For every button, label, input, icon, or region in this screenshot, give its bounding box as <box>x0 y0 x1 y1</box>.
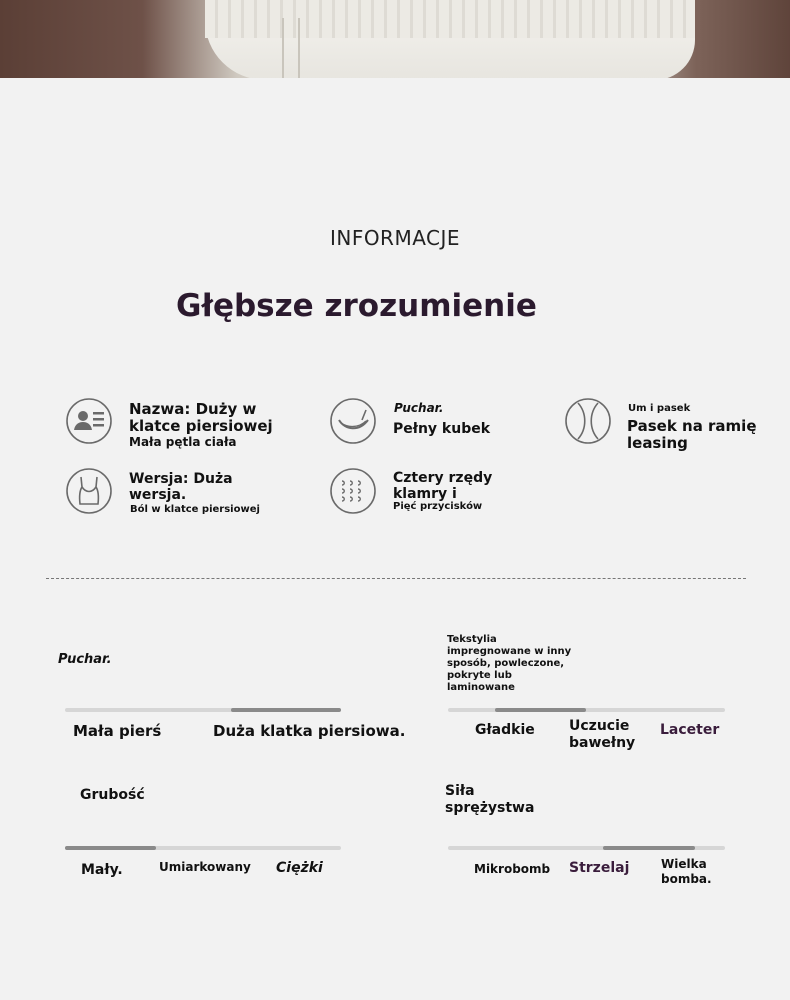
info-strap-tag: Um i pasek <box>628 403 691 414</box>
scale-fabric-option-line: Uczucie <box>569 718 630 734</box>
scale-elasticity-option: Strzelaj <box>569 860 630 876</box>
scale-elasticity-track <box>448 846 725 850</box>
scale-fabric-option: Gładkie <box>475 722 535 738</box>
info-cup-tag: Puchar. <box>394 401 444 415</box>
scale-elasticity-option-line: bomba. <box>661 872 712 886</box>
scale-fabric-title-line: sposób, powleczone, <box>447 658 565 669</box>
scale-fabric-fill <box>495 708 586 712</box>
hooks-icon <box>330 468 376 514</box>
info-name-line1: Nazwa: Duży w <box>129 400 257 418</box>
scale-fabric-title-line: pokryte lub <box>447 670 512 681</box>
info-cup-title: Pełny kubek <box>393 421 491 437</box>
page-title: Głębsze zrozumienie <box>176 288 537 324</box>
scale-elasticity-option: Mikrobomb <box>474 862 551 876</box>
info-version-line2: wersja. <box>129 487 187 503</box>
scale-cup-option: Duża klatka piersiowa. <box>213 722 406 740</box>
scale-fabric-option-line: bawełny <box>569 735 636 751</box>
scale-cup-option: Mała pierś <box>73 722 162 740</box>
scale-fabric-title-line: laminowane <box>447 682 515 693</box>
scale-thickness-fill <box>65 846 156 850</box>
info-strap-line1: Pasek na ramię <box>627 417 757 435</box>
info-version-line1: Wersja: Duża <box>129 471 233 487</box>
scale-fabric-title-line: impregnowane w inny <box>447 646 572 657</box>
scale-elasticity-option-line: Wielka <box>661 857 707 871</box>
info-strap-line2: leasing <box>627 434 688 452</box>
user-card-icon <box>66 398 112 444</box>
scale-fabric-option: Laceter <box>660 722 720 738</box>
info-hooks-line1: Cztery rzędy <box>393 470 493 486</box>
scale-fabric-track <box>448 708 725 712</box>
info-hooks-sub: Pięć przycisków <box>393 501 483 512</box>
info-version-sub: Ból w klatce piersiowej <box>130 504 260 515</box>
scale-thickness-track <box>65 846 341 850</box>
info-name-line2: klatce piersiowej <box>129 417 273 435</box>
scale-thickness-option: Ciężki <box>276 860 323 876</box>
section-label: INFORMACJE <box>329 226 461 250</box>
scale-elasticity-title-line: sprężystwa <box>445 800 535 816</box>
section-divider <box>46 578 746 579</box>
garment-clasp <box>282 18 300 78</box>
scale-thickness-option: Mały. <box>81 862 123 878</box>
scale-cup-track <box>65 708 341 712</box>
scale-cup-title: Puchar. <box>58 652 112 667</box>
scale-cup-fill <box>231 708 341 712</box>
scale-elasticity-fill <box>603 846 694 850</box>
garment-waistband <box>205 0 695 38</box>
info-hooks-line2: klamry i <box>393 486 457 502</box>
cup-icon <box>330 398 376 444</box>
tank-top-icon <box>66 468 112 514</box>
hero-photo <box>0 0 790 78</box>
scale-fabric-title-line: Tekstylia <box>447 634 497 645</box>
info-name-sub: Mała pętla ciała <box>129 435 237 449</box>
scale-elasticity-title-line: Siła <box>445 783 475 799</box>
scale-thickness-option: Umiarkowany <box>159 860 251 874</box>
ball-icon <box>565 398 611 444</box>
scale-thickness-title: Grubość <box>80 787 145 803</box>
